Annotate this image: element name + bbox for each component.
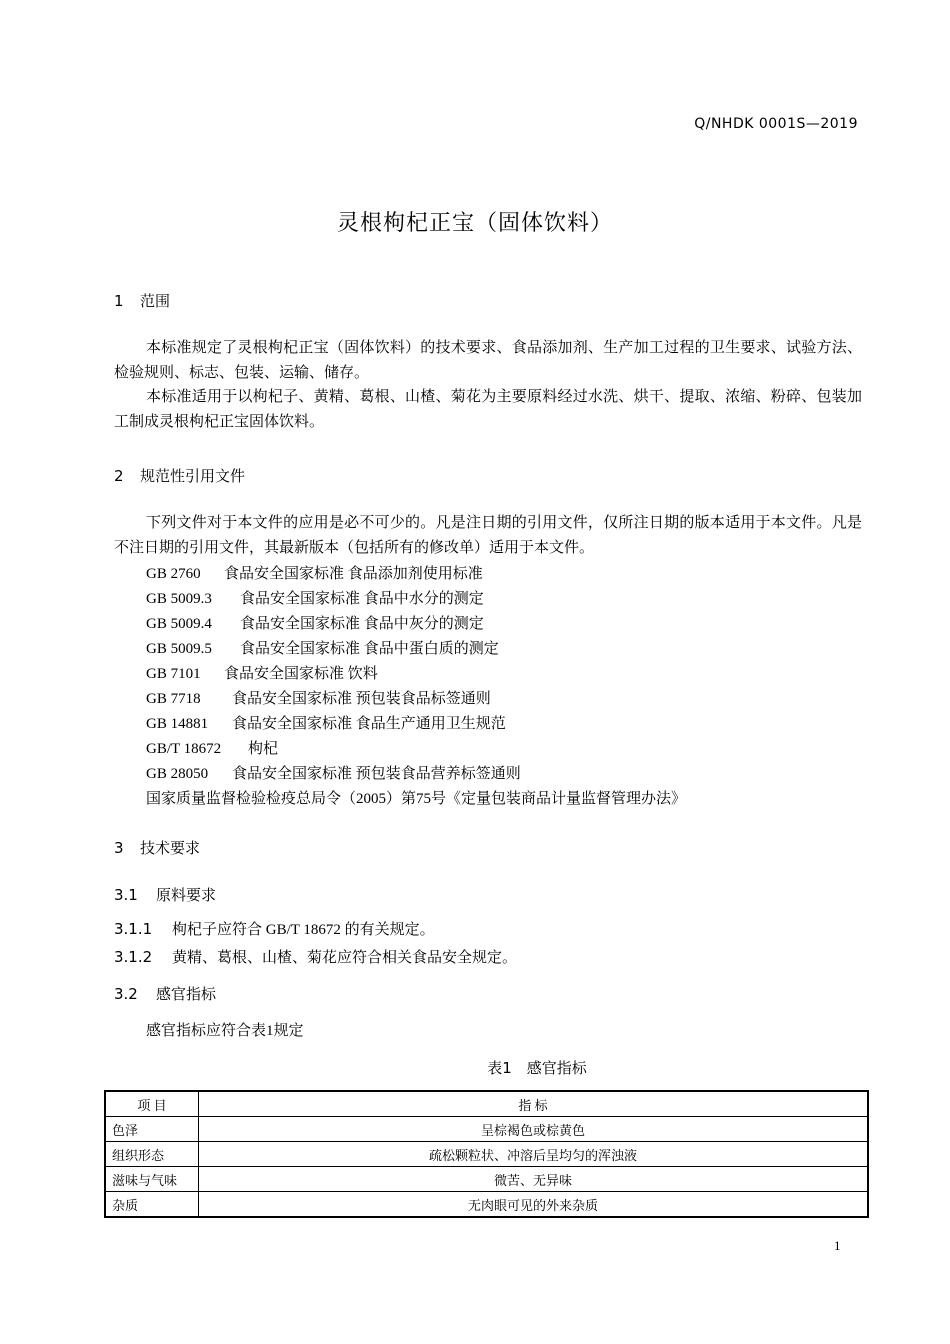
standard-code: Q/NHDK 0001S—2019: [694, 116, 858, 132]
clause-number: 3.1.2: [114, 948, 153, 966]
section-title: 范围: [140, 292, 171, 310]
table-header-cell: 指 标: [199, 1091, 869, 1117]
page-number: 1: [834, 1238, 841, 1253]
clause-number: 3.1.1: [114, 920, 153, 938]
reference-title: 食品安全国家标准 食品中蛋白质的测定: [240, 641, 499, 657]
section-title: 原料要求: [156, 886, 217, 904]
subsection-3-1-heading: [114, 884, 216, 905]
section-number: 3.2: [114, 985, 138, 1003]
paragraph: 感官指标应符合表1规定: [146, 1023, 304, 1039]
reference-title: 枸杞: [248, 741, 279, 757]
reference-title: 食品安全国家标准 食品生产通用卫生规范: [232, 716, 506, 732]
reference-code: GB/T 18672: [146, 741, 222, 757]
table-row: [105, 1117, 868, 1142]
table-header-cell: 项 目: [105, 1091, 199, 1117]
paragraph: 本标准规定了灵根枸杞正宝（固体饮料）的技术要求、食品添加剂、生产加工过程的卫生要求、试验方法、检验规则、标志、包装、运输、储存。: [114, 340, 862, 381]
section-number: 3: [114, 839, 124, 857]
clause-3-1-2: [114, 946, 517, 967]
reference-item: 国家质量监督检验检疫总局令（2005）第75号《定量包装商品计量监督管理办法》: [146, 791, 687, 807]
subsection-3-2-heading: [114, 983, 216, 1004]
table-row: [105, 1142, 868, 1167]
reference-code: GB 5009.3: [146, 591, 212, 607]
table-cell: 微苦、无异味: [199, 1167, 869, 1192]
reference-code: GB 2760: [146, 566, 201, 582]
reference-code: GB 14881: [146, 716, 209, 732]
section-title: 技术要求: [140, 839, 201, 857]
table-cell: 无肉眼可见的外来杂质: [199, 1192, 869, 1218]
reference-title: 食品安全国家标准 食品添加剂使用标准: [224, 566, 483, 582]
reference-code: GB 28050: [146, 766, 209, 782]
table-cell: 色泽: [105, 1117, 199, 1142]
sensory-table: [104, 1090, 869, 1218]
reference-item: [146, 612, 484, 633]
reference-title: 食品安全国家标准 饮料: [224, 666, 378, 682]
section-2-heading: [114, 465, 245, 486]
section-title: 感官指标: [156, 985, 217, 1003]
reference-title: 食品安全国家标准 预包装食品标签通则: [232, 691, 491, 707]
clause-text: 枸杞子应符合 GB/T 18672 的有关规定。: [172, 922, 435, 938]
section-number: 1: [114, 292, 124, 310]
table-row: [105, 1192, 868, 1218]
reference-code: GB 7718: [146, 691, 201, 707]
reference-item: [146, 762, 521, 783]
table-cell: 滋味与气味: [105, 1167, 199, 1192]
document-title: 灵根枸杞正宝（固体饮料）: [336, 211, 613, 236]
table-header-row: [105, 1091, 868, 1117]
table-cell: 呈棕褐色或棕黄色: [199, 1117, 869, 1142]
reference-code: GB 5009.5: [146, 641, 212, 657]
paragraph: 下列文件对于本文件的应用是必不可少的。凡是注日期的引用文件，仅所注日期的版本适用于本文件。凡是不注日期的引用文件，其最新版本（包括所有的修改单）适用于本文件。: [114, 515, 862, 556]
clause-text: 黄精、葛根、山楂、菊花应符合相关食品安全规定。: [172, 950, 518, 966]
paragraph: 本标准适用于以枸杞子、黄精、葛根、山楂、菊花为主要原料经过水洗、烘干、提取、浓缩、粉碎、包装加工制成灵根枸杞正宝固体饮料。: [114, 389, 862, 430]
section-title: 规范性引用文件: [140, 467, 246, 485]
clause-3-1-1: [114, 918, 435, 939]
reference-title: 食品安全国家标准 食品中水分的测定: [240, 591, 484, 607]
reference-title: 食品安全国家标准 预包装食品营养标签通则: [232, 766, 521, 782]
section-number: 3.1: [114, 886, 138, 904]
section-number: 2: [114, 467, 124, 485]
table-cell: 疏松颗粒状、冲溶后呈均匀的浑浊液: [199, 1142, 869, 1167]
reference-code: GB 7101: [146, 666, 201, 682]
table-caption: 表1 感官指标: [487, 1059, 587, 1077]
reference-item: [146, 687, 491, 708]
section-1-heading: [114, 290, 170, 311]
reference-item: [146, 637, 499, 658]
section-3-heading: [114, 837, 200, 858]
reference-item: [146, 737, 278, 758]
reference-item: [146, 712, 506, 733]
reference-item: [146, 662, 378, 683]
reference-item: [146, 587, 484, 608]
table-row: [105, 1167, 868, 1192]
reference-item: [146, 562, 483, 583]
table-cell: 杂质: [105, 1192, 199, 1218]
reference-code: GB 5009.4: [146, 616, 212, 632]
reference-title: 食品安全国家标准 食品中灰分的测定: [240, 616, 484, 632]
table-cell: 组织形态: [105, 1142, 199, 1167]
